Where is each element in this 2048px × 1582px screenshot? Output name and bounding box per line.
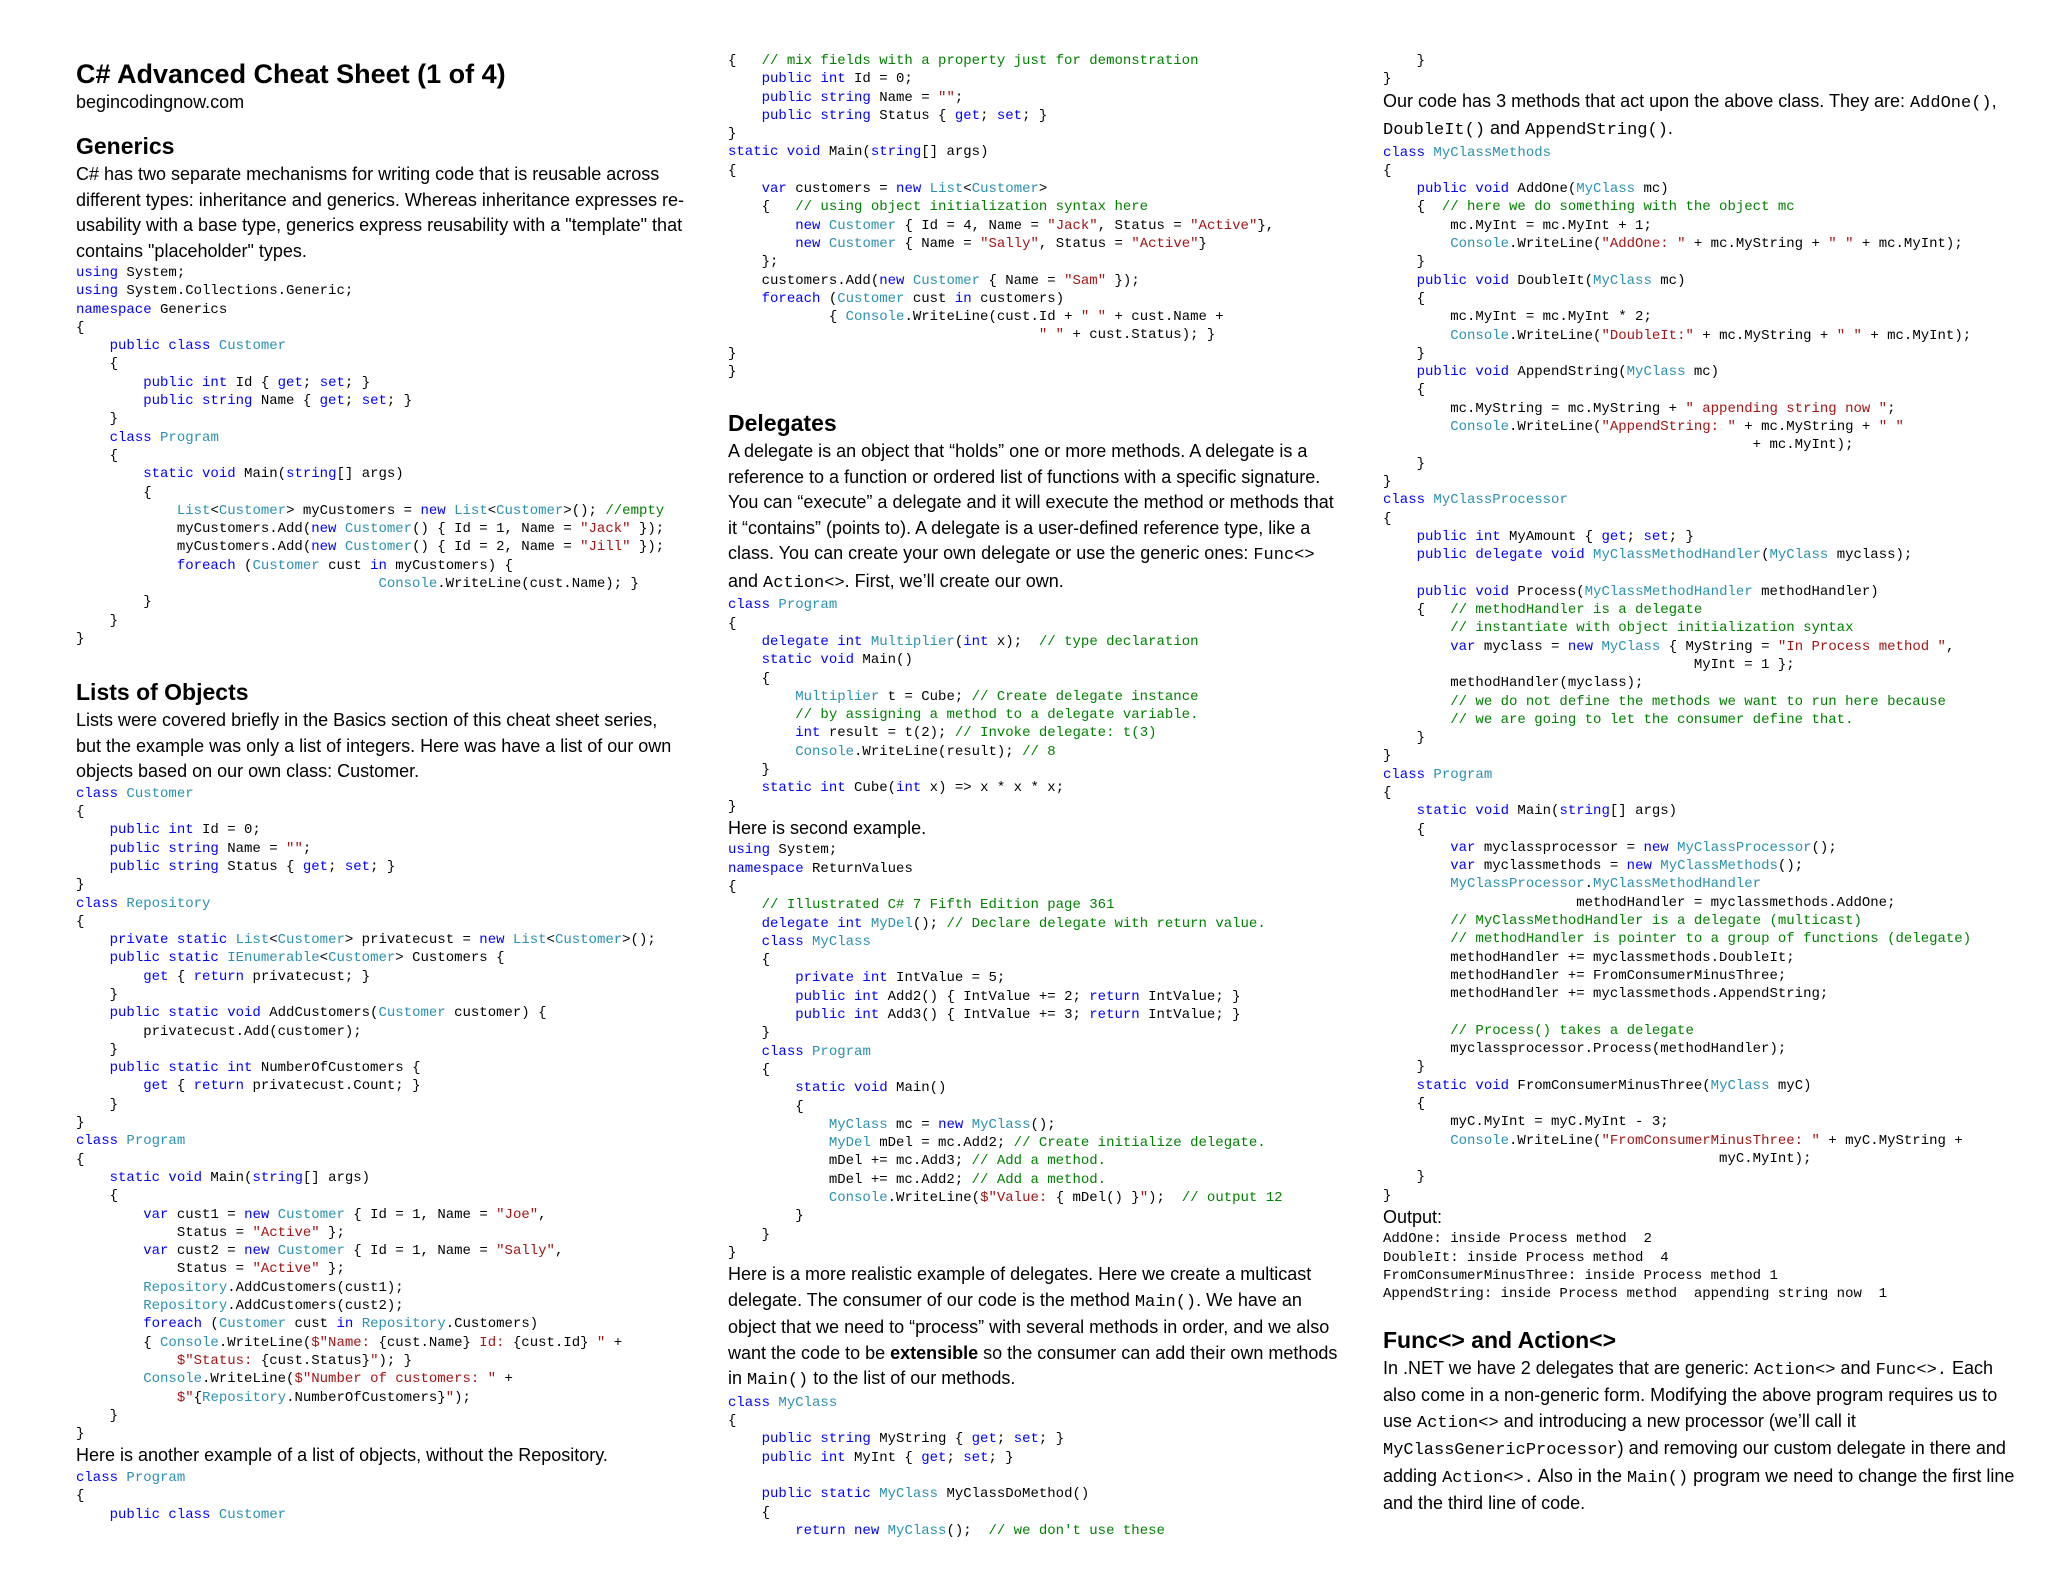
fa-text-3: and introducing a new processor (we’ll call it: [1498, 1410, 1856, 1431]
generics-intro: C# has two separate mechanisms for writing code that is reusable across different types: inheritance and generics. Whereas inheritance expresses re-usability with a base type, generics express reusability with a "template" that contains "placeholder" types.: [76, 164, 684, 261]
fa-func: Func<>.: [1875, 1360, 1947, 1380]
fa-action-dot: Action<>.: [1442, 1468, 1534, 1488]
lists-heading: Lists of Objects: [76, 679, 249, 706]
appendstring-ref: AppendString(): [1525, 121, 1668, 141]
output-label: Output:: [1383, 1206, 1443, 1227]
fa-main: Main(): [1626, 1468, 1689, 1488]
myclass-code: class MyClass { public string MyString { get; set; } public int MyInt { get; set; } public static MyClass MyClassDoMethod() { return new MyClass(); // we don't use these: [728, 1394, 1338, 1540]
program-output: AddOne: inside Process method 2 DoubleIt: inside Process method 4 FromConsumerMinusThree: inside Process method 1 AppendString: inside Process method appending string now 1: [1383, 1230, 2028, 1303]
func-action-text: [1383, 1356, 2028, 1517]
fa-text-6: program we need to change the first line and the third line of code.: [1383, 1465, 2015, 1513]
page-title: C# Advanced Cheat Sheet (1 of 4): [76, 59, 506, 89]
realistic-text-d: to the list of our methods.: [808, 1368, 1016, 1389]
comma-text: ,: [1991, 90, 1997, 111]
delegates-intro-text: A delegate is an object that “holds” one or more methods. A delegate is a reference to a function or ordered list of functions with a specific signature. You can “execute” a delegate and it will execute the method or methods that it “contains” (points to). A delegate is a user-defined reference type, like a class. You can create your own delegate or use the generic ones:: [728, 441, 1334, 564]
period-text: .: [1667, 118, 1673, 139]
methods-text: Our code has 3 methods that act upon the above class. They are:: [1383, 90, 1910, 111]
fa-and: and: [1835, 1357, 1876, 1378]
and-text: and: [728, 570, 764, 591]
generics-code: using System; using System.Collections.Generic; namespace Generics { public class Customer { public int Id { get; set; } public string Name { get; set; } } class Program { static void Main(string[] args) { List<Customer> myCustomers = new List<Customer>(); //empty myCustomers.Add(new Customer() { Id = 1, Name = "Jack" }); myCustomers.Add(new Customer() { Id = 2, Name = "Jill" }); foreach (Customer cust in myCustomers) { Console.WriteLine(cust.Name); } } } }: [76, 264, 686, 648]
delegates-code-1: class Program { delegate int Multiplier(int x); // type declaration static void Main() { Multiplier t = Cube; // Create delegate instance // by assigning a method to a delegate variable. int result = t(2); // Invoke delegate: t(3) Console.WriteLine(result); // 8 } static int Cube(int x) => x * x * x; }: [728, 596, 1338, 816]
closing-brace-code: } }: [1383, 52, 2028, 89]
another-example-text: Here is another example of a list of objects, without the Repository.: [76, 1445, 608, 1466]
realistic-example-text: [728, 1262, 1338, 1394]
site-url: begincodingnow.com: [76, 92, 245, 112]
realistic-text-a: Here is a more realistic example of delegates. Here we create a multicast delegate. The consumer of our code is the method: [728, 1264, 1312, 1310]
generics-heading: Generics: [76, 133, 175, 159]
func-action-heading: Func<> and Action<>: [1383, 1326, 1617, 1353]
extensible-word: extensible: [890, 1342, 979, 1363]
doubleit-ref: DoubleIt(): [1383, 121, 1486, 141]
addone-ref: AddOne(): [1909, 93, 1992, 113]
func-generic: Func<>: [1253, 546, 1315, 566]
realistic-text-b: . We have an object that we need to “process” with several methods in order, and we also want the code to be: [728, 1289, 1330, 1363]
methods-intro: [1383, 89, 2028, 144]
fa-text-4: ) and removing our custom delegate in there and adding: [1383, 1438, 2006, 1486]
main-method-ref: Main(): [1134, 1292, 1197, 1312]
delegates-intro-end: . First, we’ll create our own.: [844, 570, 1064, 591]
fa-text-2: Each also come in a non-generic form. Modifying the above program requires us to use: [1383, 1357, 1998, 1431]
action-generic: Action<>: [763, 573, 845, 593]
main-method-ref-2: Main(): [747, 1371, 809, 1391]
multicast-code: class MyClassMethods { public void AddOne(MyClass mc) { // here we do something with the object mc mc.MyInt = mc.MyInt + 1; Console.WriteLine("AddOne: " + mc.MyString + " " + mc.MyInt); } public void DoubleIt(MyClass mc) { mc.MyInt = mc.MyInt * 2; Console.WriteLine("DoubleIt:" + mc.MyString + " " + mc.MyInt); } public void AppendString(MyClass mc) { mc.MyString = mc.MyString + " appending string now "; Console.WriteLine("AppendString: " + mc.MyString + " " + mc.MyInt); } } class MyClassProcessor { public int MyAmount { get; set; } public delegate void MyClassMethodHandler(MyClass myclass); public void Process(MyClassMethodHandler methodHandler) { // methodHandler is a delegate // instantiate with object initialization syntax var myclass = new MyClass { MyString = "In Process method ", MyInt = 1 }; methodHandler(myclass); // we do not define the methods we want to run here because // we are going to let the consumer define that. } } class Program { static void Main(string[] args) { var myclassprocessor = new MyClassProcessor(); var myclassmethods = new MyClassMethods(); MyClassProcessor.MyClassMethodHandler methodHandler = myclassmethods.AddOne; // MyClassMethodHandler is a delegate (multicast) // methodHandler is pointer to a group of functions (delegate) methodHandler += myclassmethods.DoubleIt; methodHandler += FromConsumerMinusThree; methodHandler += myclassmethods.AppendString; // Process() takes a delegate myclassprocessor.Process(methodHandler); } static void FromConsumerMinusThree(MyClass myC) { myC.MyInt = myC.MyInt - 3; Console.WriteLine("FromConsumerMinusThree: " + myC.MyString + myC.MyInt); } }: [1383, 144, 2028, 1205]
delegates-heading: Delegates: [728, 410, 837, 437]
fa-action-2: Action<>: [1417, 1413, 1499, 1433]
lists-intro: Lists were covered briefly in the Basics section of this cheat sheet series, but the example was only a list of integers. Here was have a list of our own objects based on our own class: Customer.: [76, 710, 672, 782]
delegates-intro: [728, 439, 1338, 596]
lists-code: class Customer { public int Id = 0; public string Name = ""; public string Status { get; set; } } class Repository { private static List<Customer> privatecust = new List<Customer>(); public static IEnumerable<Customer> Customers { get { return privatecust; } } public static void AddCustomers(Customer customer) { privatecust.Add(customer); } public static int NumberOfCustomers { get { return privatecust.Count; } } } class Program { static void Main(string[] args) { var cust1 = new Customer { Id = 1, Name = "Joe", Status = "Active" }; var cust2 = new Customer { Id = 1, Name = "Sally", Status = "Active" }; Repository.AddCustomers(cust1); Repository.AddCustomers(cust2); foreach (Customer cust in Repository.Customers) { Console.WriteLine($"Name: {cust.Name} Id: {cust.Id} " + $"Status: {cust.Status}"); } Console.WriteLine($"Number of customers: " + $"{Repository.NumberOfCustomers}"); } }: [76, 785, 686, 1444]
column-3: [1383, 52, 2028, 1517]
another-example-code: class Program { public class Customer: [76, 1469, 686, 1524]
and-text-2: and: [1485, 118, 1526, 139]
fa-text-5: Also in the: [1533, 1465, 1627, 1486]
column-2: [728, 52, 1338, 1540]
fa-processor: MyClassGenericProcessor: [1383, 1441, 1618, 1460]
second-example-text: Here is second example.: [728, 817, 927, 838]
fa-text-1: In .NET we have 2 delegates that are generic:: [1383, 1357, 1754, 1378]
column-1: [76, 52, 686, 1524]
fa-action: Action<>: [1753, 1360, 1836, 1380]
delegates-code-2: using System; namespace ReturnValues { // Illustrated C# 7 Fifth Edition page 361 delegate int MyDel(); // Declare delegate with return value. class MyClass { private int IntValue = 5; public int Add2() { IntValue += 2; return IntValue; } public int Add3() { IntValue += 3; return IntValue; } } class Program { static void Main() { MyClass mc = new MyClass(); MyDel mDel = mc.Add2; // Create initialize delegate. mDel += mc.Add3; // Add a method. mDel += mc.Add2; // Add a method. Console.WriteLine($"Value: { mDel() }"); // output 12 } } }: [728, 841, 1338, 1262]
realistic-text-c: so the consumer can add their own methods in: [728, 1342, 1338, 1389]
continued-code: { // mix fields with a property just for demonstration public int Id = 0; public string Name = ""; public string Status { get; set; } } static void Main(string[] args) { var customers = new List<Customer> { // using object initialization syntax here new Customer { Id = 4, Name = "Jack", Status = "Active"}, new Customer { Name = "Sally", Status = "Active"} }; customers.Add(new Customer { Name = "Sam" }); foreach (Customer cust in customers) { Console.WriteLine(cust.Id + " " + cust.Name + " " + cust.Status); } } }: [728, 52, 1338, 381]
